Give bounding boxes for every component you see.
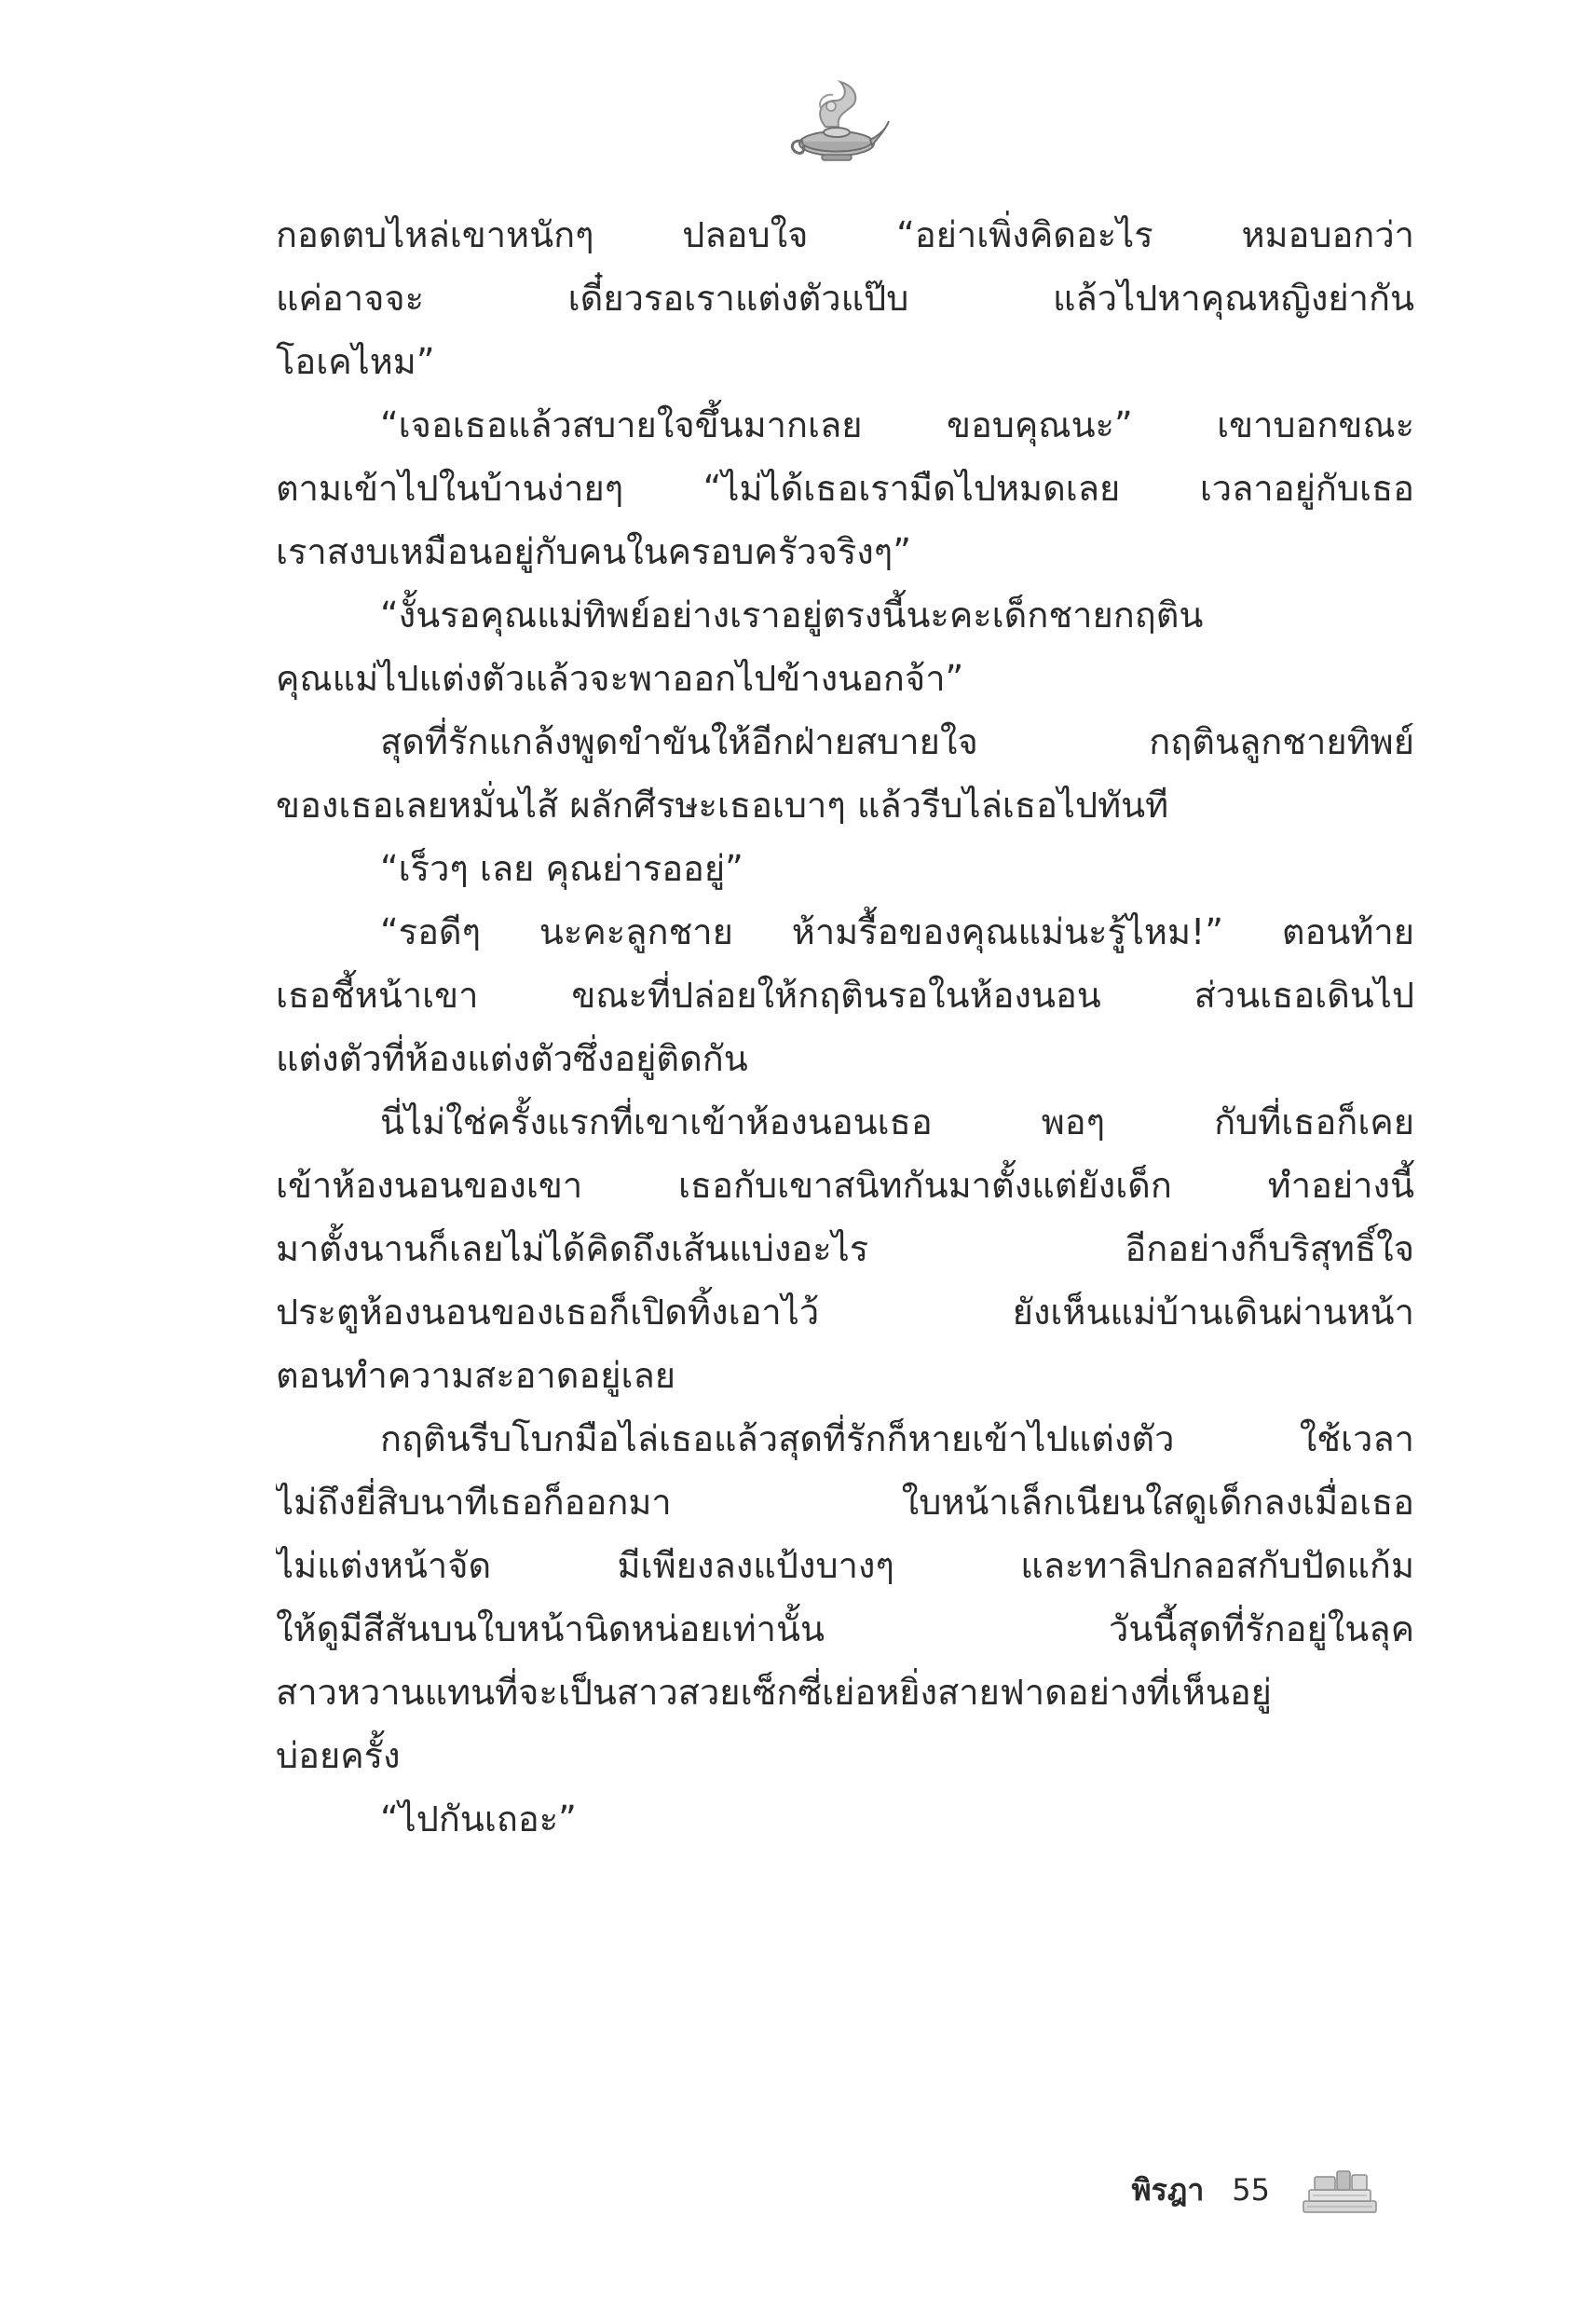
text-line: กฤตินรีบโบกมือไล่เธอแล้วสุดที่รักก็หายเข้าไปแต่งตัว ใช้เวลา xyxy=(380,1418,1414,1459)
page-footer xyxy=(1132,2162,1382,2218)
text-line: “เร็วๆ เลย คุณย่ารออยู่” xyxy=(380,848,743,889)
text-line: “เจอเธอแล้วสบายใจขึ้นมากเลย ขอบคุณนะ” เขาบอกขณะ xyxy=(380,404,1414,445)
text-line: โอเคไหม” xyxy=(276,341,435,382)
text-line: เธอชี้หน้าเขา ขณะที่ปล่อยให้กฤตินรอในห้องนอน ส่วนเธอเดินไป xyxy=(276,975,1414,1016)
text-line: ตอนทำความสะอาดอยู่เลย xyxy=(276,1355,676,1396)
page-number: 55 xyxy=(1232,2172,1270,2208)
text-line: เข้าห้องนอนของเขา เธอกับเขาสนิทกันมาตั้งแต่ยังเด็ก ทำอย่างนี้ xyxy=(276,1165,1414,1206)
text-line: ประตูห้องนอนของเธอก็เปิดทิ้งเอาไว้ ยังเห็นแม่บ้านเดินผ่านหน้า xyxy=(276,1292,1414,1333)
text-line: “งั้นรอคุณแม่ทิพย์อย่างเราอยู่ตรงนี้นะคะเด็กชายกฤติน xyxy=(380,595,1204,636)
text-line: แต่งตัวที่ห้องแต่งตัวซึ่งอยู่ติดกัน xyxy=(276,1038,748,1079)
text-line: นี่ไม่ใช่ครั้งแรกที่เขาเข้าห้องนอนเธอ พอๆ กับที่เธอก็เคย xyxy=(380,1101,1414,1142)
genie-lamp-icon xyxy=(781,73,893,170)
book-title: พิรฎา xyxy=(1131,2171,1205,2208)
text-line: ของเธอเลยหมั่นไส้ ผลักศีรษะเธอเบาๆ แล้วรีบไล่เธอไปทันที xyxy=(276,785,1169,826)
text-line: “ไปกันเถอะ” xyxy=(380,1798,577,1839)
text-line: คุณแม่ไปแต่งตัวแล้วจะพาออกไปข้างนอกจ้า” xyxy=(276,658,964,699)
body-text xyxy=(276,203,1414,2104)
text-line: ตามเข้าไปในบ้านง่ายๆ “ไม่ได้เธอเรามืดไปหมดเลย เวลาอยู่กับเธอ xyxy=(276,468,1414,509)
text-line: ไม่ถึงยี่สิบนาทีเธอก็ออกมา ใบหน้าเล็กเนียนใสดูเด็กลงเมื่อเธอ xyxy=(276,1482,1414,1523)
text-line: ให้ดูมีสีสันบนใบหน้านิดหน่อยเท่านั้น วันนี้สุดที่รักอยู่ในลุค xyxy=(276,1608,1414,1649)
stacked-books-icon xyxy=(1298,2164,1382,2216)
text-line: กอดตบไหล่เขาหนักๆ ปลอบใจ “อย่าเพิ่งคิดอะไร หมอบอกว่า xyxy=(276,214,1414,255)
text-line: บ่อยครั้ง xyxy=(276,1735,401,1776)
text-line: แค่อาจจะ เดี๋ยวรอเราแต่งตัวแป๊บ แล้วไปหาคุณหญิงย่ากัน xyxy=(276,278,1414,319)
text-line: “รอดีๆ นะคะลูกชาย ห้ามรื้อของคุณแม่นะรู้ไหม!” ตอนท้าย xyxy=(380,911,1414,952)
text-line: ไม่แต่งหน้าจัด มีเพียงลงแป้งบางๆ และทาลิปกลอสกับปัดแก้ม xyxy=(276,1545,1414,1586)
text-line: สุดที่รักแกล้งพูดขำขันให้อีกฝ่ายสบายใจ กฤตินลูกชายทิพย์ xyxy=(380,721,1414,762)
text-line: เราสงบเหมือนอยู่กับคนในครอบครัวจริงๆ” xyxy=(276,531,911,572)
text-line: มาตั้งนานก็เลยไม่ได้คิดถึงเส้นแบ่งอะไร อีกอย่างก็บริสุทธิ์ใจ xyxy=(276,1228,1414,1269)
text-line: สาวหวานแทนที่จะเป็นสาวสวยเซ็กซี่เย่อหยิ่งสายฟาดอย่างที่เห็นอยู่ xyxy=(276,1672,1272,1713)
